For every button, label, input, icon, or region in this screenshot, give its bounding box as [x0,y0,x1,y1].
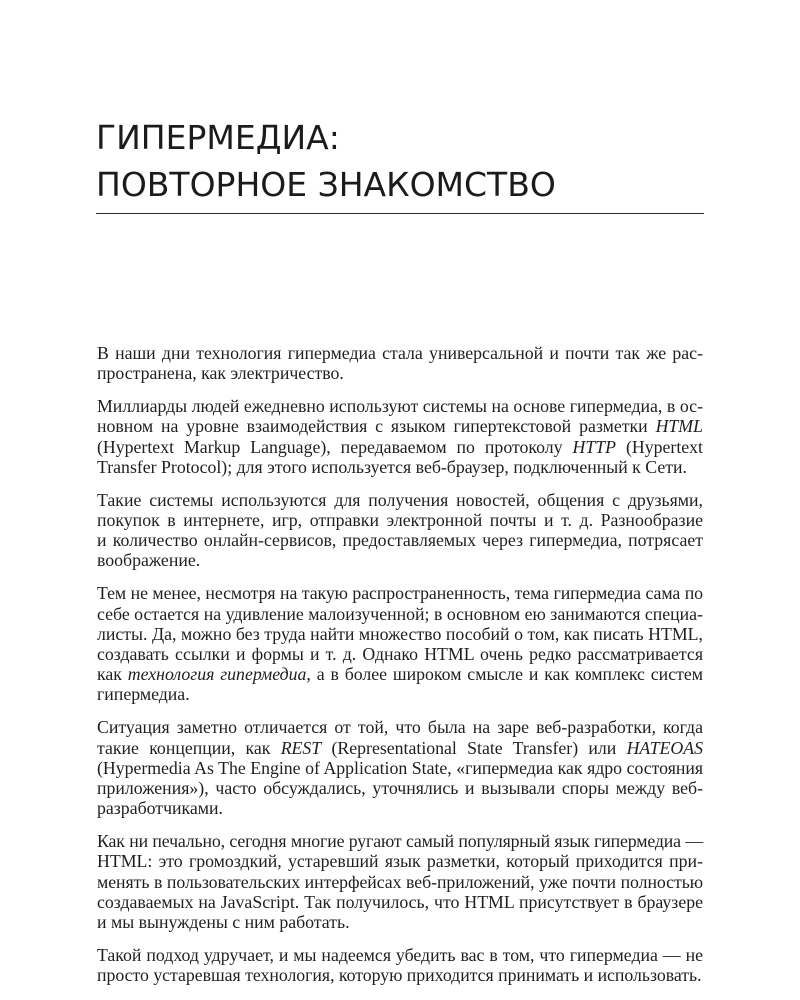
text-line [97,363,703,383]
title-underline-rule [96,213,704,214]
italic-term: HATEOAS [626,737,703,758]
text-line [97,624,703,644]
text-line [97,778,703,798]
text-line [97,738,703,758]
text-line [97,798,703,818]
text-line [97,664,703,684]
text-run: разработчиками. [97,798,223,819]
text-line [97,550,703,570]
italic-term: технология гипермедиа [127,664,307,685]
text-run: (Hypertext Markup Language), передаваемом по протоколу [97,436,573,457]
chapter-title-line-2: ПОВТОРНОЕ ЗНАКОМСТВО [96,165,556,204]
text-line [97,912,703,932]
body-paragraph [97,490,703,571]
text-run: Тем не менее, несмотря на такую распространенность, тема гипермедиа сама по [97,583,703,604]
text-run: и мы вынуждены с ним работать. [97,912,350,933]
body-paragraph [97,831,703,932]
text-line [97,945,703,965]
text-run: (Hypertext [616,436,704,457]
body-paragraph [97,717,703,818]
text-run: такие концепции, как [97,737,281,758]
text-line [97,684,703,704]
chapter-title [96,114,706,208]
text-run: воображение. [97,550,201,571]
text-run: создаваемых на JavaScript. Так получилось, что HTML присутствует в браузере [97,891,703,912]
chapter-body [97,343,703,998]
body-paragraph [97,583,703,704]
text-run: Такой подход удручает, и мы надеемся убедить вас в том, что гипермедиа — не [97,945,703,966]
text-run: (Representational State Transfer) или [321,737,627,758]
text-run: новном на уровне взаимодействия с языком гипертекстовой разметки [97,416,656,437]
chapter-title-line-1: ГИПЕРМЕДИА: [96,118,340,157]
text-run: как [97,664,128,685]
body-paragraph [97,945,703,985]
text-line [97,396,703,416]
text-run: просто устаревшая технология, которую приходится принимать и использовать. [97,965,702,986]
italic-term: HTML [655,416,703,437]
text-run: пространена, как электричество. [97,363,344,384]
text-line [97,831,703,851]
text-run: создавать ссылки и формы и т. д. Однако HTML очень редко рассматривается [97,644,703,665]
text-run: Такие системы используются для получения новостей, общения с друзьями, [97,489,703,510]
body-paragraph [97,343,703,383]
text-line [97,510,703,530]
text-line [97,892,703,912]
text-run: HTML: это громоздкий, устаревший язык разметки, который приходится при- [97,851,703,872]
text-run: и количество онлайн-сервисов, предоставляемых через гипермедиа, потрясает [97,530,703,551]
text-run: , а в более широком смысле и как комплекс систем [306,664,703,685]
text-run: (Hypermedia As The Engine of Application State, «гипермедиа как ядро состояния [97,757,703,778]
text-line [97,644,703,664]
body-paragraph [97,396,703,477]
text-line [97,457,703,477]
text-line [97,604,703,624]
text-line [97,416,703,436]
text-line [97,872,703,892]
text-run: себе остается на удивление малоизученной; в основном ею занимаются специа- [97,603,703,624]
text-line [97,965,703,985]
text-line [97,490,703,510]
text-line [97,437,703,457]
text-run: Transfer Protocol); для этого используется веб-браузер, подключенный к Сети. [97,456,687,477]
text-line [97,758,703,778]
text-run: Ситуация заметно отличается от той, что была на заре веб-разработки, когда [97,717,703,738]
text-run: приложения»), часто обсуждались, уточнялись и вызывали споры между веб- [97,778,703,799]
text-run: В наши дни технология гипермедиа стала универсальной и почти так же рас- [97,343,703,363]
text-line [97,717,703,737]
text-line [97,583,703,603]
text-run: менять в пользовательских интерфейсах веб-приложений, уже почти полностью [97,871,703,892]
text-run: покупок в интернете, игр, отправки электронной почты и т. д. Разнообразие [97,510,703,531]
italic-term: REST [280,737,322,758]
italic-term: HTTP [572,436,617,457]
text-line [97,343,703,363]
text-run: Миллиарды людей ежедневно используют системы на основе гипермедиа, в ос- [97,396,703,417]
text-line [97,530,703,550]
text-run: листы. Да, можно без труда найти множество пособий о том, как писать HTML, [97,623,703,644]
text-line [97,851,703,871]
text-run: Как ни печально, сегодня многие ругают самый популярный язык гипермедиа — [97,831,703,852]
text-run: гипермедиа. [97,684,190,705]
